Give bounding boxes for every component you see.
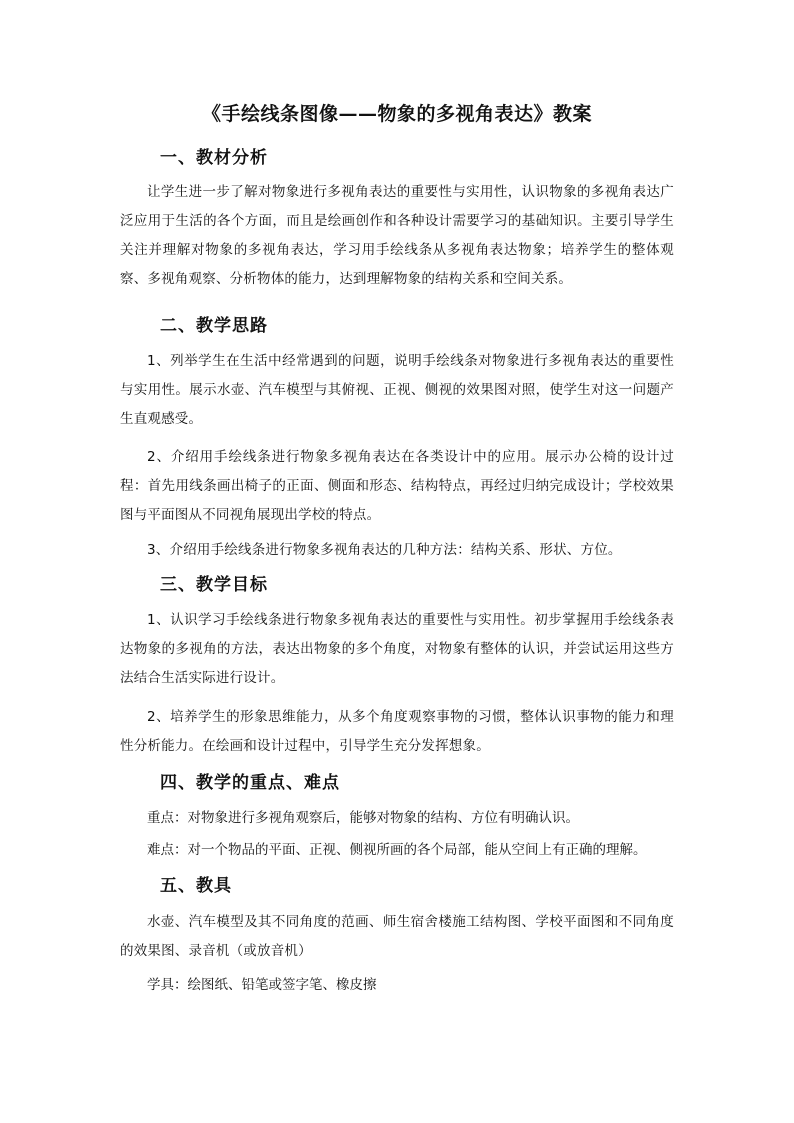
paragraph-textbook-analysis: 让学生进一步了解对物象进行多视角表达的重要性与实用性，认识物象的多视角表达广泛应用于生活的各个方面，而且是绘画创作和各种设计需要学习的基础知识。主要引导学生关注并理解对物象的多视角表达，学习用手绘线条从多视角表达物象；培养学生的整体观察、多视角观察、分析物体的能力，达到理解物象的结构关系和空间关系。 xyxy=(120,184,674,287)
section-heading-teaching-aids: 五、教具 xyxy=(160,876,232,896)
document-title: 《手绘线条图像——物象的多视角表达》教案 xyxy=(201,103,592,125)
paragraph-teaching-goals-1: 1、认识学习手绘线条进行物象多视角表达的重要性与实用性。初步掌握用手绘线条表达物象的多视角的方法，表达出物象的多个角度，对物象有整体的认识，并尝试运用这些方法结合生活实际进行设计。 xyxy=(120,612,674,686)
paragraph-teaching-aids: 水壶、汽车模型及其不同角度的范画、师生宿舍楼施工结构图、学校平面图和不同角度的效果图、录音机（或放音机） xyxy=(120,914,674,959)
section-heading-teaching-approach: 二、教学思路 xyxy=(160,316,268,336)
paragraph-difficult-point: 难点：对一个物品的平面、正视、侧视所画的各个局部，能从空间上有正确的理解。 xyxy=(147,842,647,858)
paragraph-key-point: 重点：对物象进行多视角观察后，能够对物象的结构、方位有明确认识。 xyxy=(147,810,579,826)
paragraph-teaching-approach-3: 3、介绍用手绘线条进行物象多视角表达的几种方法：结构关系、形状、方位。 xyxy=(147,542,622,558)
section-heading-textbook-analysis: 一、教材分析 xyxy=(160,148,268,168)
paragraph-teaching-approach-2: 2、介绍用手绘线条进行物象多视角表达在各类设计中的应用。展示办公椅的设计过程：首先用线条画出椅子的正面、侧面和形态、结构特点，再经过归纳完成设计；学校效果图与平面图从不同视角展现出学校的特点。 xyxy=(120,449,674,523)
paragraph-teaching-approach-1: 1、列举学生在生活中经常遇到的问题，说明手绘线条对物象进行多视角表达的重要性与实用性。展示水壶、汽车模型与其俯视、正视、侧视的效果图对照，使学生对这一问题产生直观感受。 xyxy=(120,353,674,427)
section-heading-key-points: 四、教学的重点、难点 xyxy=(160,773,340,793)
section-heading-teaching-goals: 三、教学目标 xyxy=(160,575,268,595)
paragraph-student-tools: 学具：绘图纸、铅笔或签字笔、橡皮擦 xyxy=(147,977,377,993)
paragraph-teaching-goals-2: 2、培养学生的形象思维能力，从多个角度观察事物的习惯，整体认识事物的能力和理性分析能力。在绘画和设计过程中，引导学生充分发挥想象。 xyxy=(120,709,674,754)
